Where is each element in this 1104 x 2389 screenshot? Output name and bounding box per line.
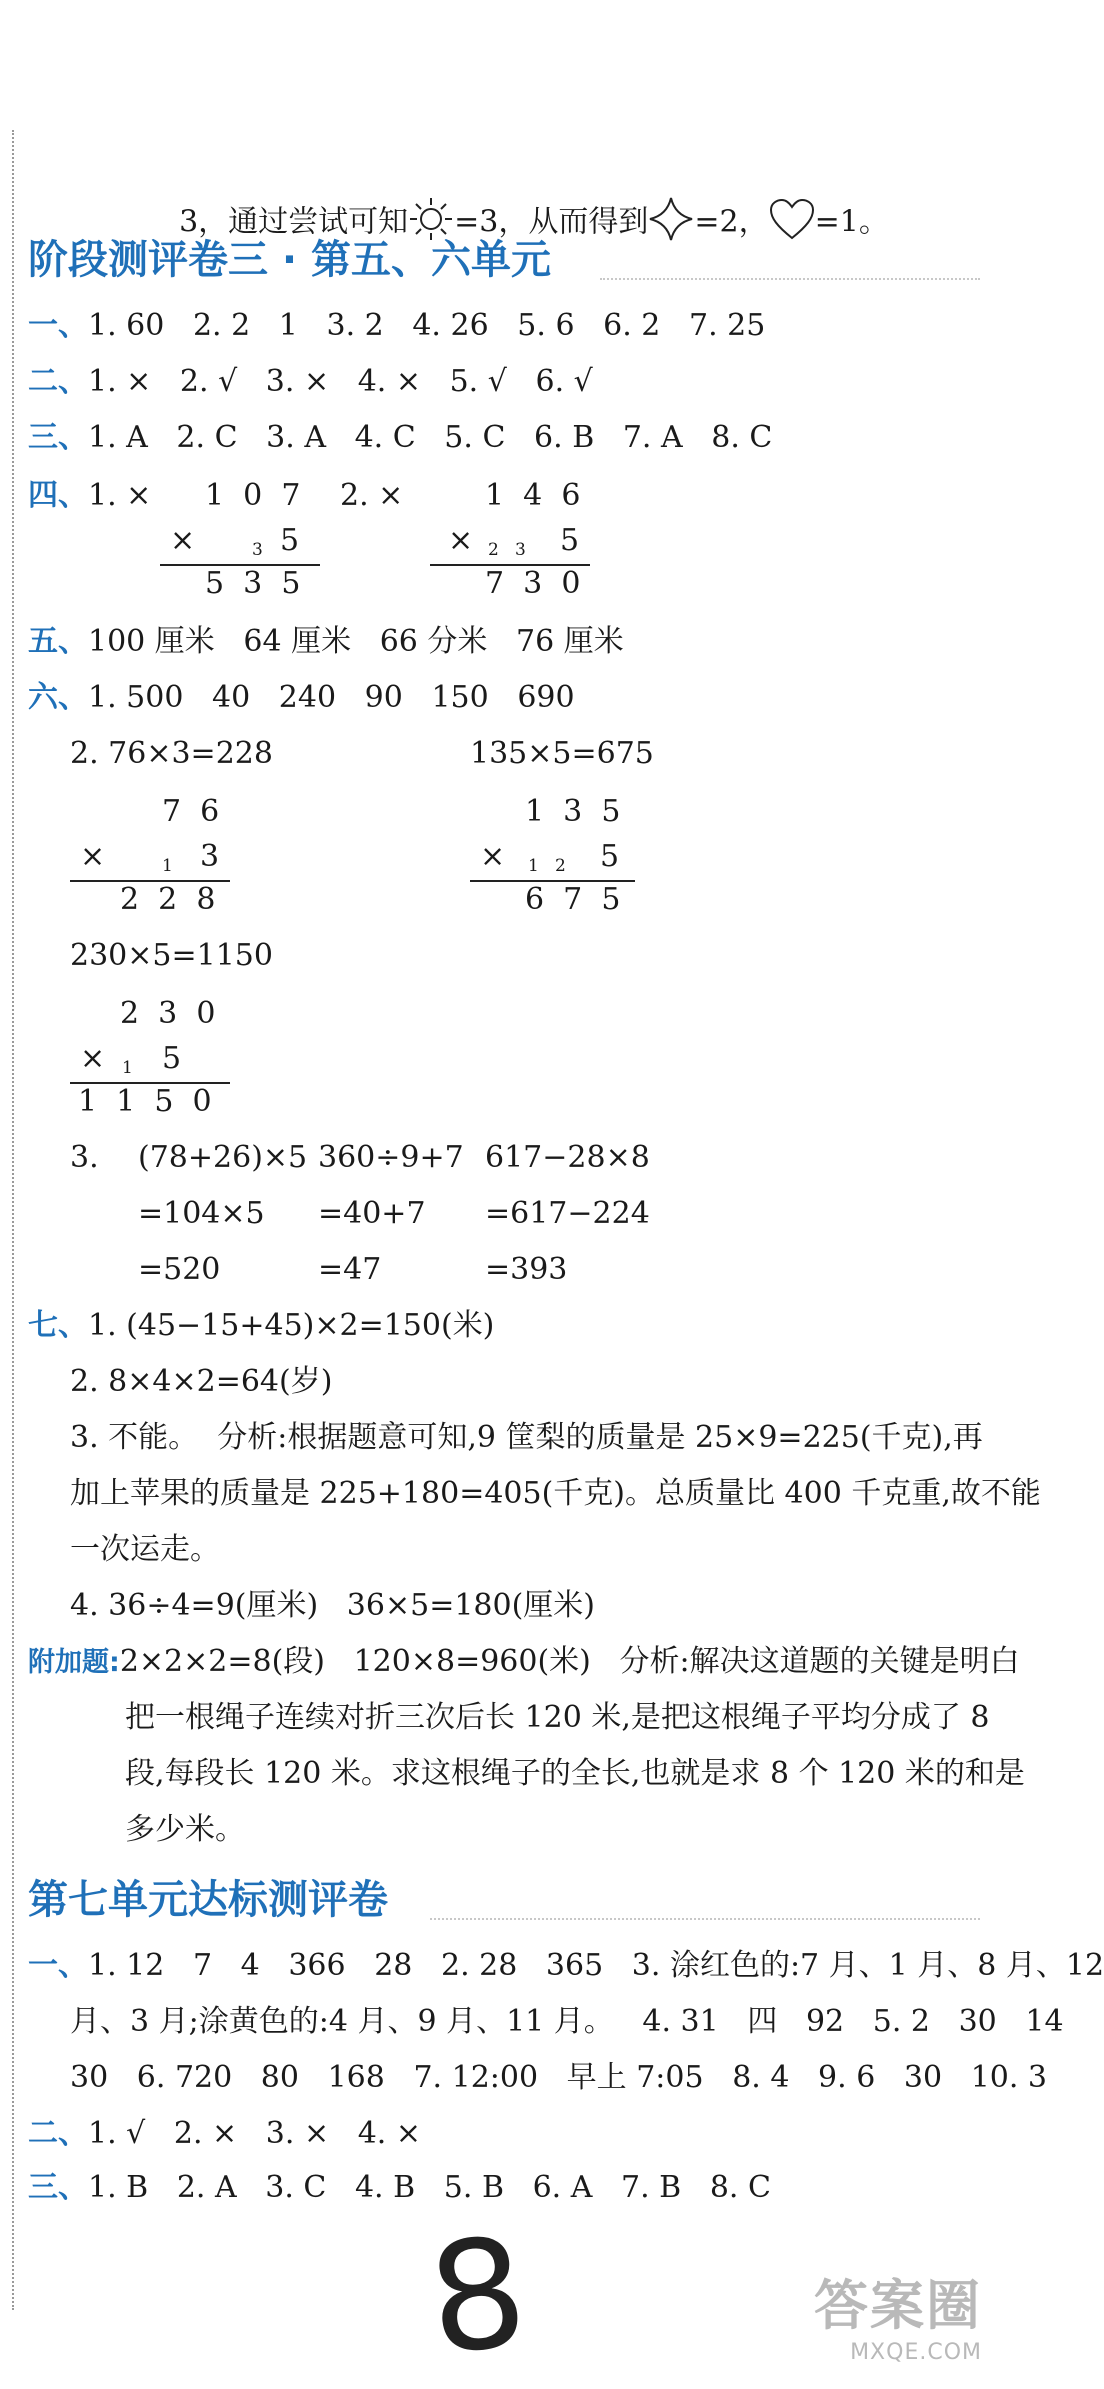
question-row-2	[28, 364, 593, 400]
intro-text-3: =2，	[694, 204, 769, 240]
vertical-calc-e	[70, 996, 240, 1119]
calc-top: 2 3 0	[120, 996, 216, 1031]
calc-carry: 2 3	[488, 540, 526, 560]
question-label: 六、	[28, 680, 88, 715]
question-row-5	[28, 624, 624, 660]
watermark	[814, 2263, 982, 2365]
answer-text: 2×2×2=8(段) 120×8=960(米) 分析:解决这道题的关键是明白	[119, 1644, 1020, 1679]
answer-text: 1. 60 2. 2 1 3. 2 4. 26 5. 6 6. 2 7. 25	[88, 308, 766, 343]
answer-text: 1. (45−15+45)×2=150(米)	[88, 1308, 495, 1343]
calc-carry: 3	[252, 540, 263, 560]
answer-line: 30 6. 720 80 168 7. 12:00 早上 7:05 8. 4 9. 6 30 10. 3	[70, 2060, 1048, 2095]
question-label: 一、	[28, 308, 88, 343]
vertical-calc-d	[470, 794, 640, 917]
section-title-3: 阶段测评卷三 · 第五、六单元	[28, 237, 552, 283]
answer-mark: 1. ×	[88, 478, 152, 513]
calc-result: 6 7 5	[525, 882, 621, 917]
answer-line: 加上苹果的质量是 225+180=405(千克)。总质量比 400 千克重,故不能	[70, 1476, 1041, 1511]
heart-icon	[769, 198, 815, 249]
margin-dotted-line	[12, 130, 14, 2310]
calc-mul-sign: ×	[480, 839, 506, 874]
expr-col-1-row-1: (78+26)×5	[138, 1140, 308, 1175]
extra-question-row	[28, 1644, 1020, 1680]
expr-col-3-row-3: =393	[485, 1252, 568, 1287]
expr-col-3-row-1: 617−28×8	[485, 1140, 650, 1175]
watermark-logo-text: 答案圈	[814, 2274, 982, 2337]
intro-text-4: =1。	[814, 204, 889, 240]
answer-text: 1. × 2. √ 3. × 4. × 5. √ 6. √	[88, 364, 593, 399]
calc-digit: 5	[162, 1041, 182, 1076]
answer-mark-2: 2. ×	[340, 478, 404, 513]
extra-question-label: 附加题:	[28, 1647, 120, 1678]
answer-text: 1. B 2. A 3. C 4. B 5. B 6. A 7. B 8. C	[88, 2170, 771, 2205]
title-dotted-rule	[600, 278, 980, 280]
expr-col-3-row-2: =617−224	[485, 1196, 650, 1231]
answer-line: 把一根绳子连续对折三次后长 120 米,是把这根绳子平均分成了 8	[125, 1700, 990, 1735]
calc-top: 1 4 6	[485, 478, 581, 513]
calc-digit: 5	[280, 523, 300, 558]
vertical-calc-c	[70, 794, 240, 917]
calc-mul-sign: ×	[170, 523, 196, 558]
answer-text: 1. A 2. C 3. A 4. C 5. C 6. B 7. A 8. C	[88, 420, 773, 455]
calc-digit: 5	[600, 839, 620, 874]
watermark-url: MXQE.COM	[850, 2340, 982, 2365]
title-dotted-rule	[430, 1918, 980, 1920]
calc-carry: 1 2	[528, 856, 566, 876]
calc-top: 1 3 5	[525, 794, 621, 829]
calc-mul-sign: ×	[448, 523, 474, 558]
expr-col-2-row-1: 360÷9+7	[318, 1140, 464, 1175]
question-row-3	[28, 420, 772, 456]
star-icon	[648, 196, 694, 251]
calc-result: 7 3 0	[485, 566, 581, 601]
calc-carry: 1	[162, 856, 173, 876]
calc-carry: 1	[122, 1058, 133, 1078]
answer-line: 2. 8×4×2=64(岁)	[70, 1364, 333, 1399]
calc-digit: 3	[200, 839, 220, 874]
answer-text: 1. 500 40 240 90 150 690	[88, 680, 575, 715]
expr-col-1-row-3: =520	[138, 1252, 221, 1287]
intro-text-2: =3，从而得到	[454, 204, 649, 240]
question-row-3	[28, 2170, 771, 2206]
expr-col-2-row-2: =40+7	[318, 1196, 426, 1231]
answer-text: 100 厘米 64 厘米 66 分米 76 厘米	[88, 624, 624, 659]
equation-a: 2. 76×3=228	[70, 736, 273, 771]
question-label: 三、	[28, 2170, 88, 2205]
answer-line: 4. 36÷4=9(厘米) 36×5=180(厘米)	[70, 1588, 595, 1623]
vertical-calc-a	[160, 478, 330, 601]
question-label: 三、	[28, 420, 88, 455]
question-label: 二、	[28, 364, 88, 399]
question-row-1	[28, 1948, 1104, 1984]
question-row-1	[28, 308, 765, 344]
equation-c: 230×5=1150	[70, 938, 273, 973]
expr-col-1-row-2: =104×5	[138, 1196, 265, 1231]
part3-label: 3.	[70, 1140, 99, 1175]
calc-mul-sign: ×	[80, 839, 106, 874]
calc-result: 2 2 8	[120, 882, 216, 917]
answer-line: 一次运走。	[70, 1532, 220, 1567]
calc-top: 7 6	[162, 794, 220, 829]
answer-line: 多少米。	[125, 1812, 245, 1847]
calc-top: 1 0 7	[205, 478, 301, 513]
question-label: 七、	[28, 1308, 88, 1343]
equation-b: 135×5=675	[470, 736, 654, 771]
section-title-7: 第七单元达标测评卷	[28, 1877, 388, 1923]
question-row-4	[28, 478, 151, 514]
calc-digit: 5	[560, 523, 580, 558]
page-number: 8	[421, 2205, 535, 2389]
question-label: 四、	[28, 478, 88, 513]
question-label: 二、	[28, 2116, 88, 2151]
intro-text-1: 3，通过尝试可知	[179, 204, 409, 240]
answer-text: 1. 12 7 4 366 28 2. 28 365 3. 涂红色的:7 月、1 月、8 月、12	[88, 1948, 1104, 1983]
calc-result: 1 1 5 0	[78, 1084, 212, 1119]
answer-line: 3. 不能。 分析:根据题意可知,9 筐梨的质量是 25×9=225(千克),再	[70, 1420, 983, 1455]
vertical-calc-b	[430, 478, 600, 601]
question-row-6	[28, 680, 575, 716]
calc-result: 5 3 5	[205, 566, 301, 601]
question-row-7	[28, 1308, 494, 1344]
question-label: 五、	[28, 624, 88, 659]
answer-line: 月、3 月;涂黄色的:4 月、9 月、11 月。 4. 31 四 92 5. 2 30 14	[70, 2004, 1064, 2039]
expr-col-2-row-3: =47	[318, 1252, 382, 1287]
calc-mul-sign: ×	[80, 1041, 106, 1076]
answer-text: 1. √ 2. × 3. × 4. ×	[88, 2116, 421, 2151]
question-row-2	[28, 2116, 421, 2152]
question-label: 一、	[28, 1948, 88, 1983]
answer-line: 段,每段长 120 米。求这根绳子的全长,也就是求 8 个 120 米的和是	[125, 1756, 1025, 1791]
